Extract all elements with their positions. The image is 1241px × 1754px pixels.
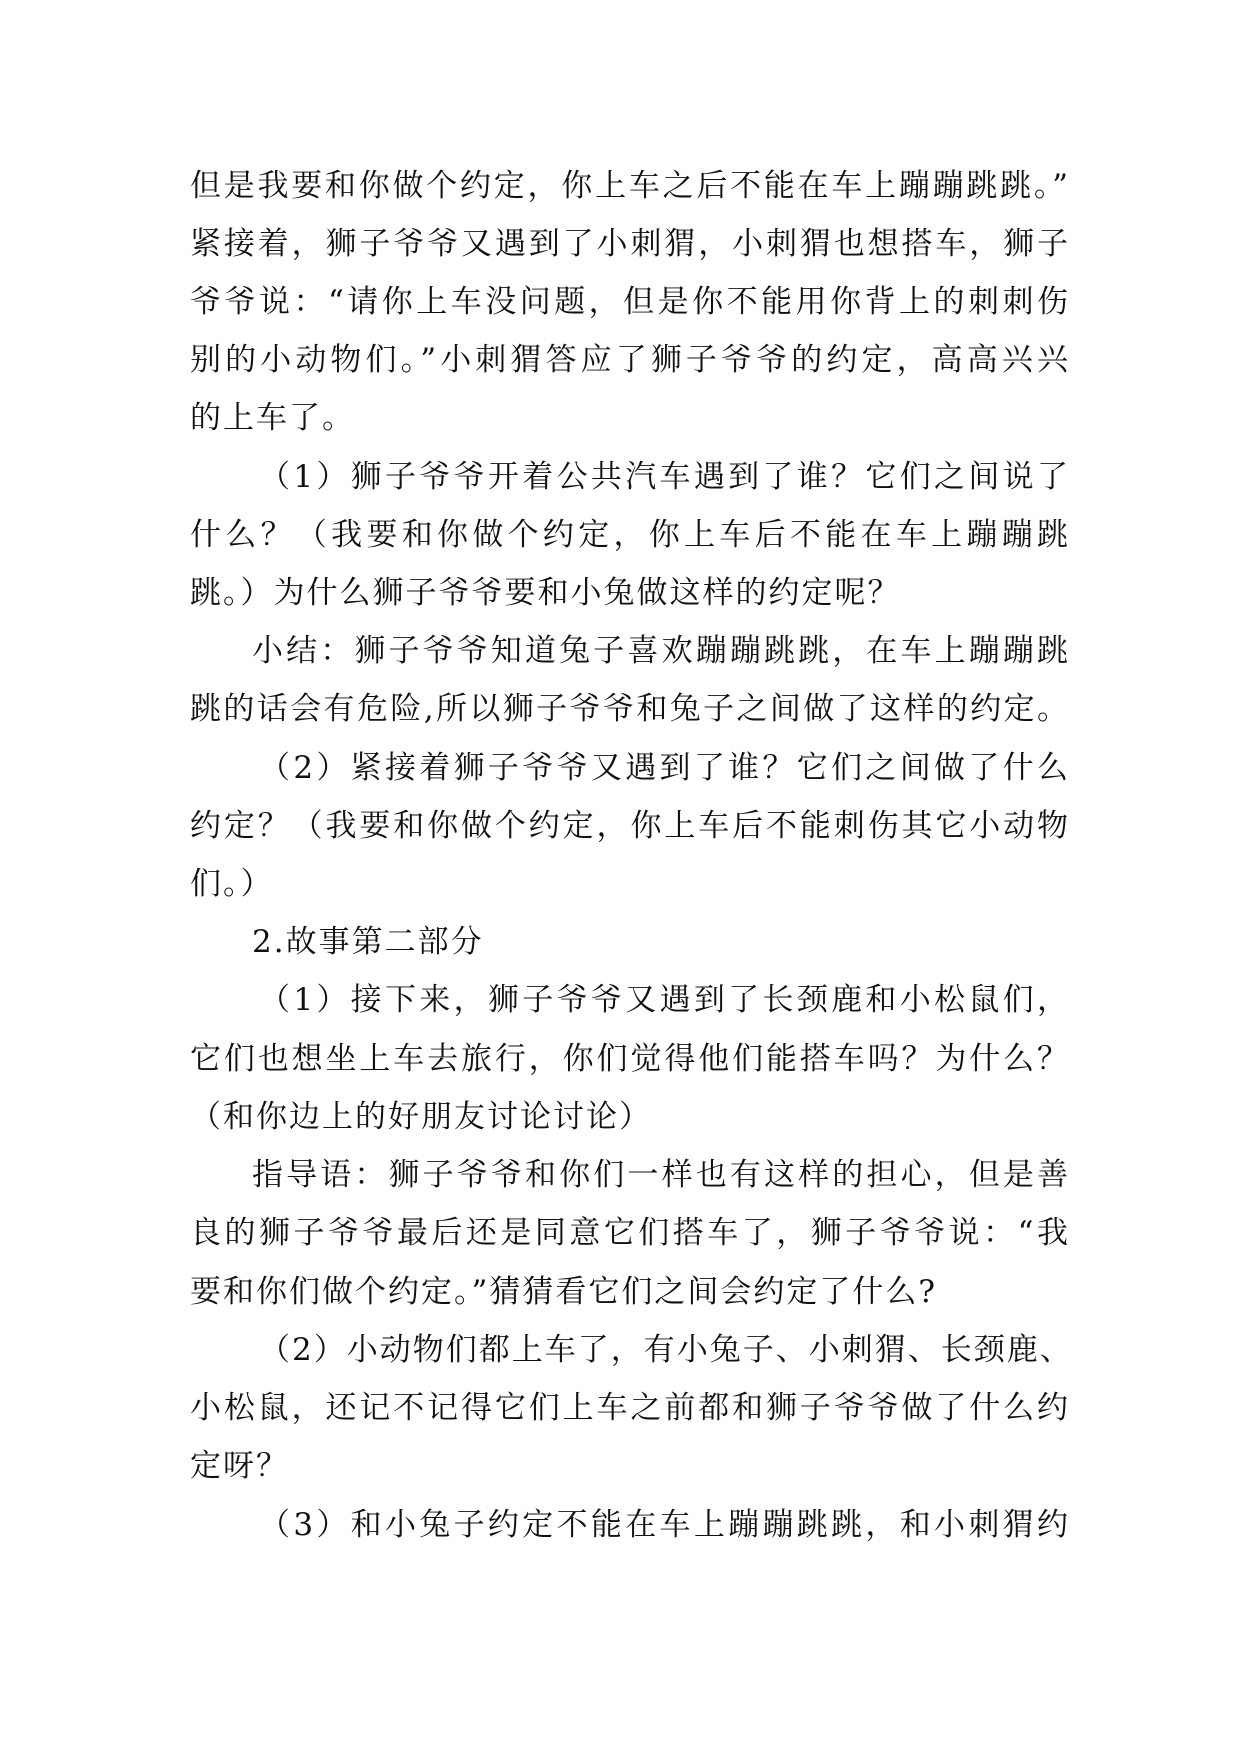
text-line: 良的狮子爷爷最后还是同意它们搭车了，狮子爷爷说：“我 — [190, 1215, 1070, 1251]
text-line: 的上车了。 — [190, 400, 355, 436]
text-line: 紧接着，狮子爷爷又遇到了小刺猬，小刺猬也想搭车，狮子 — [190, 226, 1070, 262]
text-line: 跳的话会有危险,所以狮子爷爷和兔子之间做了这样的约定。 — [190, 691, 1070, 727]
text-line: （1）接下来，狮子爷爷又遇到了长颈鹿和小松鼠们， — [259, 982, 1070, 1018]
text-line: （2）小动物们都上车了，有小兔子、小刺猬、长颈鹿、 — [259, 1332, 1073, 1368]
text-line: 约定？（我要和你做个约定，你上车后不能刺伤其它小动物 — [190, 808, 1070, 844]
text-line: （和你边上的好朋友讨论讨论） — [190, 1099, 652, 1135]
text-line: 小结：狮子爷爷知道兔子喜欢蹦蹦跳跳，在车上蹦蹦跳 — [252, 633, 1070, 669]
section-heading: 2.故事第二部分 — [252, 924, 484, 960]
text-line: （2）紧接着狮子爷爷又遇到了谁？它们之间做了什么 — [259, 750, 1070, 786]
text-line: 要和你们做个约定。”猜猜看它们之间会约定了什么? — [190, 1274, 937, 1310]
text-line: 跳。）为什么狮子爷爷要和小兔做这样的约定呢？ — [190, 575, 901, 611]
text-line: 什么？（我要和你做个约定，你上车后不能在车上蹦蹦跳 — [190, 517, 1070, 553]
text-line: 们。） — [190, 866, 274, 902]
text-line: 指导语：狮子爷爷和你们一样也有这样的担心，但是善 — [252, 1157, 1070, 1193]
text-line: 但是我要和你做个约定，你上车之后不能在车上蹦蹦跳跳。” — [190, 168, 1070, 204]
text-line: （3）和小兔子约定不能在车上蹦蹦跳跳，和小刺猬约 — [259, 1507, 1070, 1543]
text-line: 爷爷说：“请你上车没问题，但是你不能用你背上的刺刺伤 — [190, 284, 1070, 320]
text-line: （1）狮子爷爷开着公共汽车遇到了谁？它们之间说了 — [259, 459, 1070, 495]
text-line: 定呀？ — [190, 1448, 289, 1484]
text-line: 小松鼠，还记不记得它们上车之前都和狮子爷爷做了什么约 — [190, 1390, 1070, 1426]
text-line: 它们也想坐上车去旅行，你们觉得他们能搭车吗？为什么？ — [190, 1041, 1070, 1077]
text-line: 别的小动物们。”小刺猬答应了狮子爷爷的约定，高高兴兴 — [190, 342, 1070, 378]
